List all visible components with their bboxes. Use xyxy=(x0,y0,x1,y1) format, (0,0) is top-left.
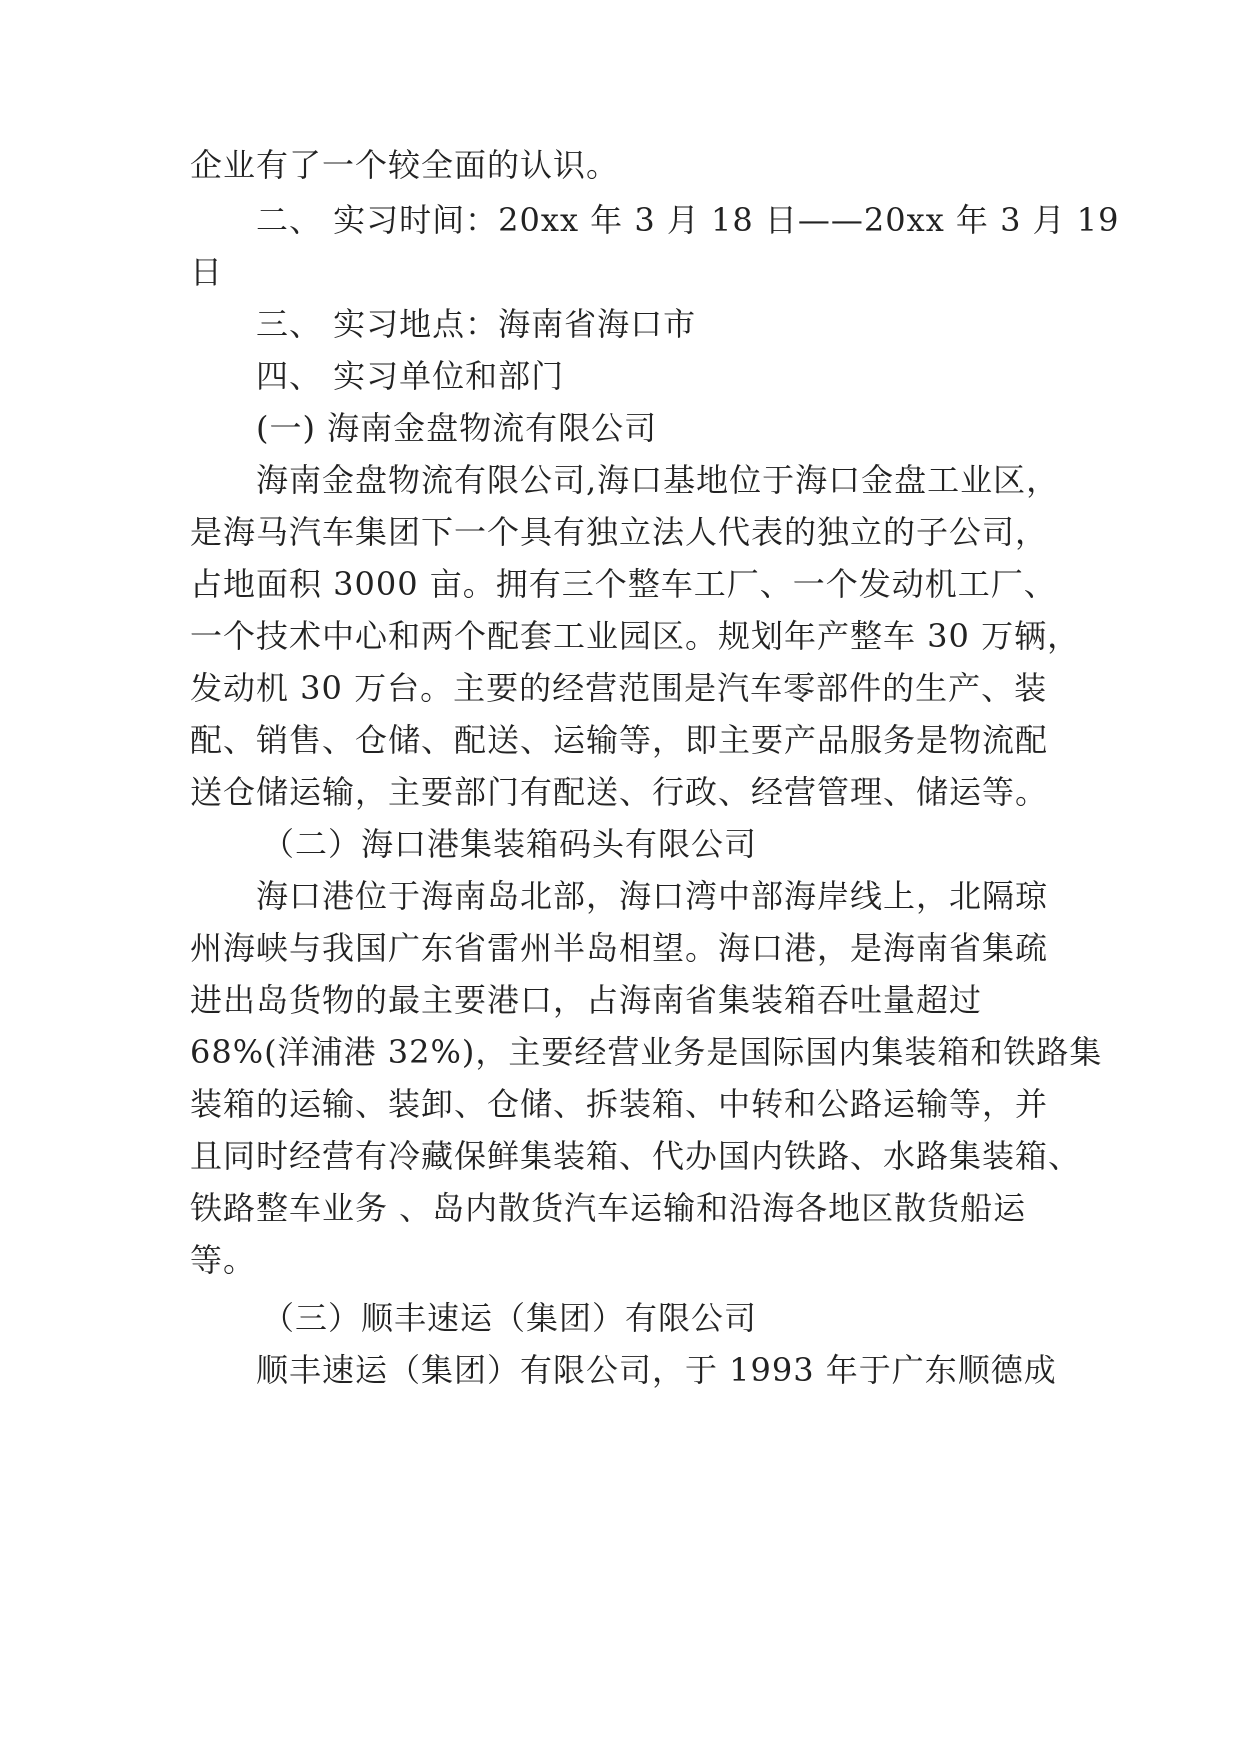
subheading-haikou-port: （二）海口港集装箱码头有限公司 xyxy=(262,825,758,863)
paragraph-jinpan-line-7: 送仓储运输，主要部门有配送、行政、经营管理、储运等。 xyxy=(190,773,1049,811)
paragraph-jinpan-line-6: 配、销售、仓储、配送、运输等，即主要产品服务是物流配 xyxy=(190,721,1049,759)
subheading-sf-express: （三）顺丰速运（集团）有限公司 xyxy=(262,1299,758,1337)
paragraph-port-line-5: 装箱的运输、装卸、仓储、拆装箱、中转和公路运输等，并 xyxy=(190,1085,1049,1123)
subheading-jinpan: (一) 海南金盘物流有限公司 xyxy=(256,409,658,447)
section-heading-location: 三、 实习地点：海南省海口市 xyxy=(256,305,697,343)
paragraph-line-1: 企业有了一个较全面的认识。 xyxy=(190,146,620,184)
section-heading-time-continued: 日 xyxy=(190,253,224,291)
paragraph-jinpan-line-1: 海南金盘物流有限公司,海口基地位于海口金盘工业区， xyxy=(256,461,1060,499)
paragraph-port-line-6: 且同时经营有冷藏保鲜集装箱、代办国内铁路、水路集装箱、 xyxy=(190,1137,1082,1175)
paragraph-port-line-7: 铁路整车业务 、岛内散货汽车运输和沿海各地区散货船运 xyxy=(190,1189,1027,1227)
paragraph-port-line-2: 州海峡与我国广东省雷州半岛相望。海口港，是海南省集疏 xyxy=(190,929,1049,967)
paragraph-port-line-4: 68%(洋浦港 32%)，主要经营业务是国际国内集装箱和铁路集 xyxy=(190,1033,1103,1071)
paragraph-jinpan-line-4: 一个技术中心和两个配套工业园区。规划年产整车 30 万辆， xyxy=(190,617,1081,655)
section-heading-time: 二、 实习时间：20xx 年 3 月 18 日——20xx 年 3 月 19 xyxy=(256,201,1120,239)
paragraph-port-line-3: 进出岛货物的最主要港口，占海南省集装箱吞吐量超过 xyxy=(190,981,983,1019)
paragraph-jinpan-line-5: 发动机 30 万台。主要的经营范围是汽车零部件的生产、装 xyxy=(190,669,1048,707)
section-heading-unit: 四、 实习单位和部门 xyxy=(256,357,565,395)
paragraph-jinpan-line-3: 占地面积 3000 亩。拥有三个整车工厂、一个发动机工厂、 xyxy=(190,565,1057,603)
paragraph-port-line-1: 海口港位于海南岛北部，海口湾中部海岸线上，北隔琼 xyxy=(256,877,1049,915)
paragraph-sf-line-1: 顺丰速运（集团）有限公司，于 1993 年于广东顺德成 xyxy=(256,1351,1057,1389)
paragraph-jinpan-line-2: 是海马汽车集团下一个具有独立法人代表的独立的子公司， xyxy=(190,513,1049,551)
paragraph-port-line-8: 等。 xyxy=(190,1241,257,1279)
